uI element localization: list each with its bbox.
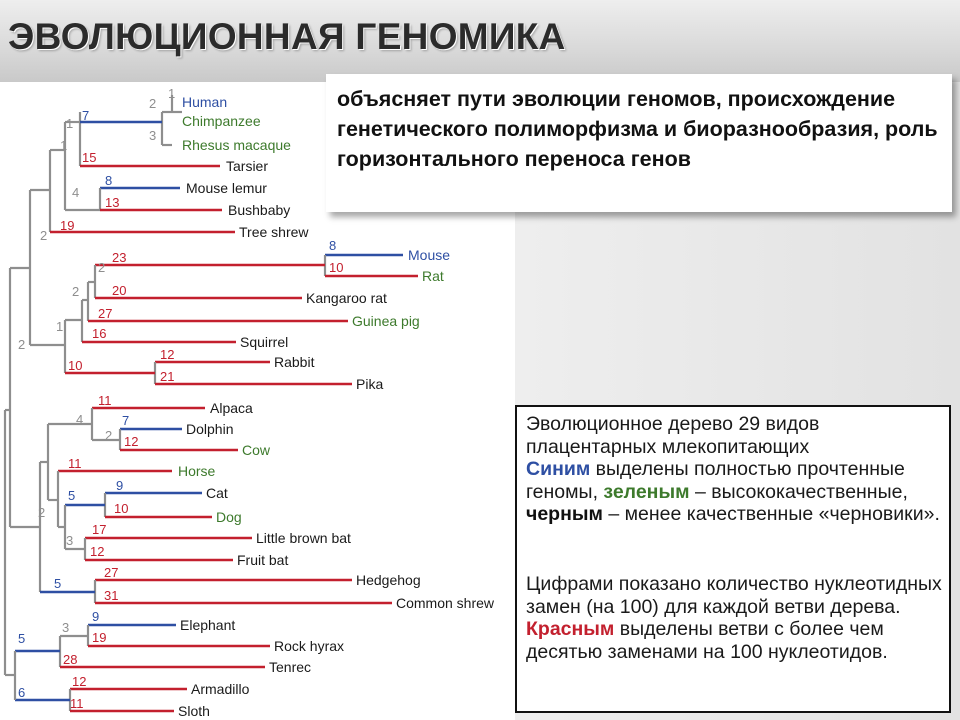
species-label: Elephant: [180, 617, 236, 633]
branch-substitution-number: 28: [63, 652, 78, 667]
branch-substitution-number: 5: [18, 631, 26, 646]
branch-substitution-number: 1: [60, 138, 68, 153]
species-label: Tenrec: [269, 659, 312, 675]
species-label: Mouse: [408, 247, 451, 263]
branch-substitution-number: 3: [149, 128, 157, 143]
branch-substitution-number: 1: [66, 116, 74, 131]
branch-substitution-number: 2: [98, 260, 106, 275]
branch-substitution-number: 27: [98, 306, 113, 321]
branch-substitution-number: 17: [92, 522, 107, 537]
legend-text-a: выделены полностью прочтенные геномы,: [526, 458, 905, 503]
branch-substitution-number: 2: [149, 96, 157, 111]
species-label: Human: [182, 94, 228, 110]
branch-substitution-number: 2: [72, 284, 80, 299]
legend-box: [515, 405, 951, 713]
species-label: Common shrew: [396, 595, 495, 611]
species-label: Mouse lemur: [186, 180, 267, 196]
species-label: Dog: [216, 509, 242, 525]
branch-substitution-number: 19: [60, 218, 75, 233]
legend-text-c: – менее качественные «черновики».: [602, 503, 940, 525]
branch-substitution-number: 5: [68, 488, 76, 503]
species-label: Tree shrew: [239, 224, 309, 240]
legend-red-word: Красным: [526, 618, 615, 640]
branch-substitution-number: 11: [68, 456, 82, 471]
species-label: Kangaroo rat: [306, 290, 387, 306]
branch-substitution-number: 27: [104, 565, 119, 580]
branch-substitution-number: 3: [66, 533, 74, 548]
branch-substitution-number: 11: [70, 696, 84, 711]
branch-substitution-number: 10: [68, 358, 83, 373]
species-label: Squirrel: [240, 334, 289, 350]
branch-substitution-number: 11: [98, 393, 112, 408]
legend-black-word: черным: [526, 503, 603, 525]
branch-substitution-number: 10: [329, 260, 344, 275]
branch-substitution-number: 5: [54, 576, 62, 591]
branch-substitution-number: 9: [116, 478, 124, 493]
branch-substitution-number: 12: [90, 544, 105, 559]
branch-substitution-number: 10: [114, 501, 129, 516]
species-label: Alpaca: [210, 400, 253, 416]
legend-paragraph-2: [526, 573, 946, 663]
branch-substitution-number: 1: [168, 86, 176, 101]
species-label: Little brown bat: [256, 530, 351, 546]
page-title: ЭВОЛЮЦИОННАЯ ГЕНОМИКА: [8, 16, 566, 57]
species-label: Rock hyrax: [274, 638, 345, 654]
species-label: Rabbit: [274, 354, 315, 370]
branch-substitution-number: 3: [62, 620, 70, 635]
branch-substitution-number: 15: [82, 150, 97, 165]
branch-substitution-number: 16: [92, 326, 107, 341]
branch-substitution-number: 12: [124, 434, 139, 449]
species-label: Armadillo: [191, 681, 250, 697]
branch-substitution-number: 21: [160, 369, 175, 384]
legend-red-text: выделены ветви с более чем десятью заменами на 100 нуклеотидов.: [526, 618, 888, 663]
species-label: Rhesus macaque: [182, 137, 291, 153]
branch-substitution-number: 8: [105, 173, 113, 188]
branch-substitution-number: 9: [92, 609, 100, 624]
branch-substitution-number: 13: [105, 195, 120, 210]
branch-substitution-number: 7: [122, 413, 130, 428]
callout-box: [326, 74, 952, 212]
species-label: Pika: [356, 376, 384, 392]
branch-substitution-number: 1: [56, 319, 64, 334]
branch-substitution-number: 4: [72, 185, 80, 200]
callout-text: объясняет пути эволюции геномов, происхождение генетического полиморфизма и биоразнообразия, роль горизонтального переноса генов: [337, 87, 938, 171]
species-label: Dolphin: [186, 421, 234, 437]
branch-substitution-number: 6: [18, 685, 26, 700]
species-label: Cat: [206, 485, 228, 501]
species-label: Cow: [242, 442, 271, 458]
branch-substitution-number: 2: [105, 428, 113, 443]
branch-substitution-number: 2: [18, 337, 26, 352]
legend-blue-word: Синим: [526, 458, 591, 480]
species-label: Fruit bat: [237, 552, 289, 568]
branch-substitution-number: 19: [92, 630, 107, 645]
legend-green-word: зеленым: [603, 480, 690, 503]
branch-substitution-number: 12: [160, 347, 175, 362]
species-label: Hedgehog: [356, 572, 421, 588]
branch-substitution-number: 12: [72, 674, 87, 689]
legend-intro: Эволюционное дерево 29 видов плацентарных млекопитающих: [526, 413, 820, 458]
species-label: Bushbaby: [228, 202, 291, 218]
branch-substitution-number: 23: [112, 250, 127, 265]
species-label: Sloth: [178, 703, 210, 719]
legend-text-b: – высококачественные,: [689, 480, 908, 503]
species-label: Horse: [178, 463, 216, 479]
legend-numbers-text: Цифрами показано количество нуклеотидных замен (на 100) для каждой ветви дерева.: [526, 573, 942, 618]
legend-paragraph-1: [526, 413, 946, 526]
species-label: Chimpanzee: [182, 113, 261, 129]
branch-substitution-number: 8: [329, 238, 337, 253]
branch-substitution-number: 7: [82, 108, 90, 123]
species-label: Guinea pig: [352, 313, 420, 329]
branch-substitution-number: 4: [76, 412, 84, 427]
branch-substitution-number: 20: [112, 283, 127, 298]
branch-substitution-number: 31: [104, 588, 119, 603]
branch-substitution-number: 2: [40, 228, 48, 243]
species-label: Rat: [422, 268, 444, 284]
species-label: Tarsier: [226, 158, 269, 174]
branch-substitution-number: 2: [38, 505, 46, 520]
